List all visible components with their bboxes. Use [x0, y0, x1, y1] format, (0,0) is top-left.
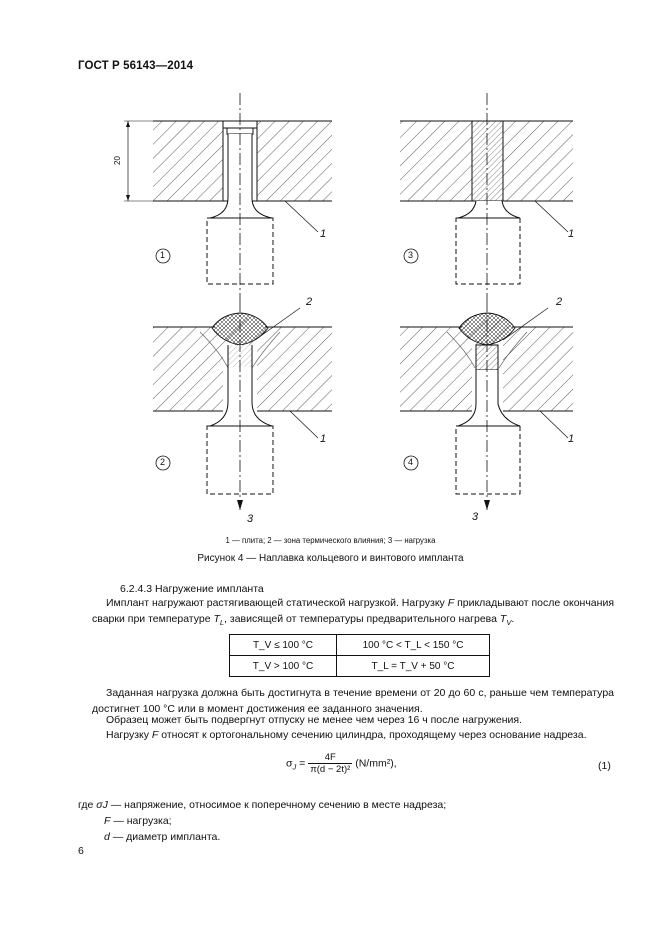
table-cell: T_V > 100 °C	[230, 656, 337, 677]
callout-1-panel4: 1	[568, 433, 575, 445]
callout-2-panel4: 2	[556, 296, 563, 308]
definition-item: F — нагрузка;	[104, 815, 172, 827]
callout-1-panel2: 1	[320, 433, 327, 445]
table-cell: T_L = T_V + 50 °C	[337, 656, 490, 677]
table-row	[230, 635, 490, 656]
stress-formula: $\sigma_J$ = $\frac{4F}{\text{π(d − 2t)²}}$ (N/mm²),	[286, 752, 397, 775]
panel-1-ring-implant	[124, 93, 332, 300]
dimension-label: 20	[112, 156, 122, 165]
circle-label-2: 2	[160, 457, 166, 467]
definitions-list	[78, 797, 446, 845]
callout-1-panel3: 1	[568, 228, 575, 240]
panel-4-screw-welded	[400, 300, 573, 510]
definition-item: где σJ — напряжение, относимое к поперечному сечению в месте надреза;	[78, 799, 447, 811]
section-number: 6.2.4.3	[120, 583, 153, 595]
document-header: ГОСТ Р 56143—2014	[78, 60, 194, 72]
circle-label-1: 1	[160, 250, 166, 260]
page-number: 6	[78, 845, 84, 857]
paragraph-load-time: Заданная нагрузка должна быть достигнута в течение времени от 20 до 60 с, раньше чем температура достигнет 100 °С или в момент достижения ее заданного значения.	[92, 687, 614, 715]
panel-3-screw-implant	[400, 93, 573, 300]
paragraph-section: Нагрузку F относят к ортогональному сечению цилиндра, проходящему через основание надреза.	[106, 729, 587, 741]
figure-caption: Рисунок 4 — Наплавка кольцевого и винтового импланта	[197, 553, 464, 564]
formula-fraction: $\frac{4F}{\text{π(d − 2t)²}}$	[310, 752, 351, 775]
section-heading	[120, 583, 264, 595]
table-cell: 100 °C < T_L < 150 °C	[337, 635, 490, 656]
circle-label-4: 4	[408, 457, 414, 467]
definition-item: d — диаметр импланта.	[104, 831, 221, 843]
section-title: Нагружение импланта	[155, 583, 264, 595]
panel-2-ring-welded	[153, 300, 332, 510]
figure-legend: 1 — плита; 2 — зона термического влияния; 3 — нагрузка	[225, 536, 436, 545]
callout-3-panel2: 3	[247, 513, 254, 525]
paragraph-tempering: Образец может быть подвергнут отпуску не менее чем через 16 ч после нагружения.	[106, 714, 522, 726]
paragraph-loading: Имплант нагружают растягивающей статической нагрузкой. Нагрузку F прикладывают после окончания сварки при температуре $T_L$, зависящей от температуры предварительного нагрева $T_V$.	[92, 597, 614, 627]
temperature-conditions-table	[229, 634, 490, 677]
table-cell: T_V ≤ 100 °C	[230, 635, 337, 656]
callout-3-panel4: 3	[472, 511, 479, 523]
callout-2-panel2: 2	[306, 296, 313, 308]
formula-number: (1)	[598, 760, 611, 772]
callout-1-panel1: 1	[320, 228, 327, 240]
table-row	[230, 656, 490, 677]
circle-label-3: 3	[408, 250, 414, 260]
